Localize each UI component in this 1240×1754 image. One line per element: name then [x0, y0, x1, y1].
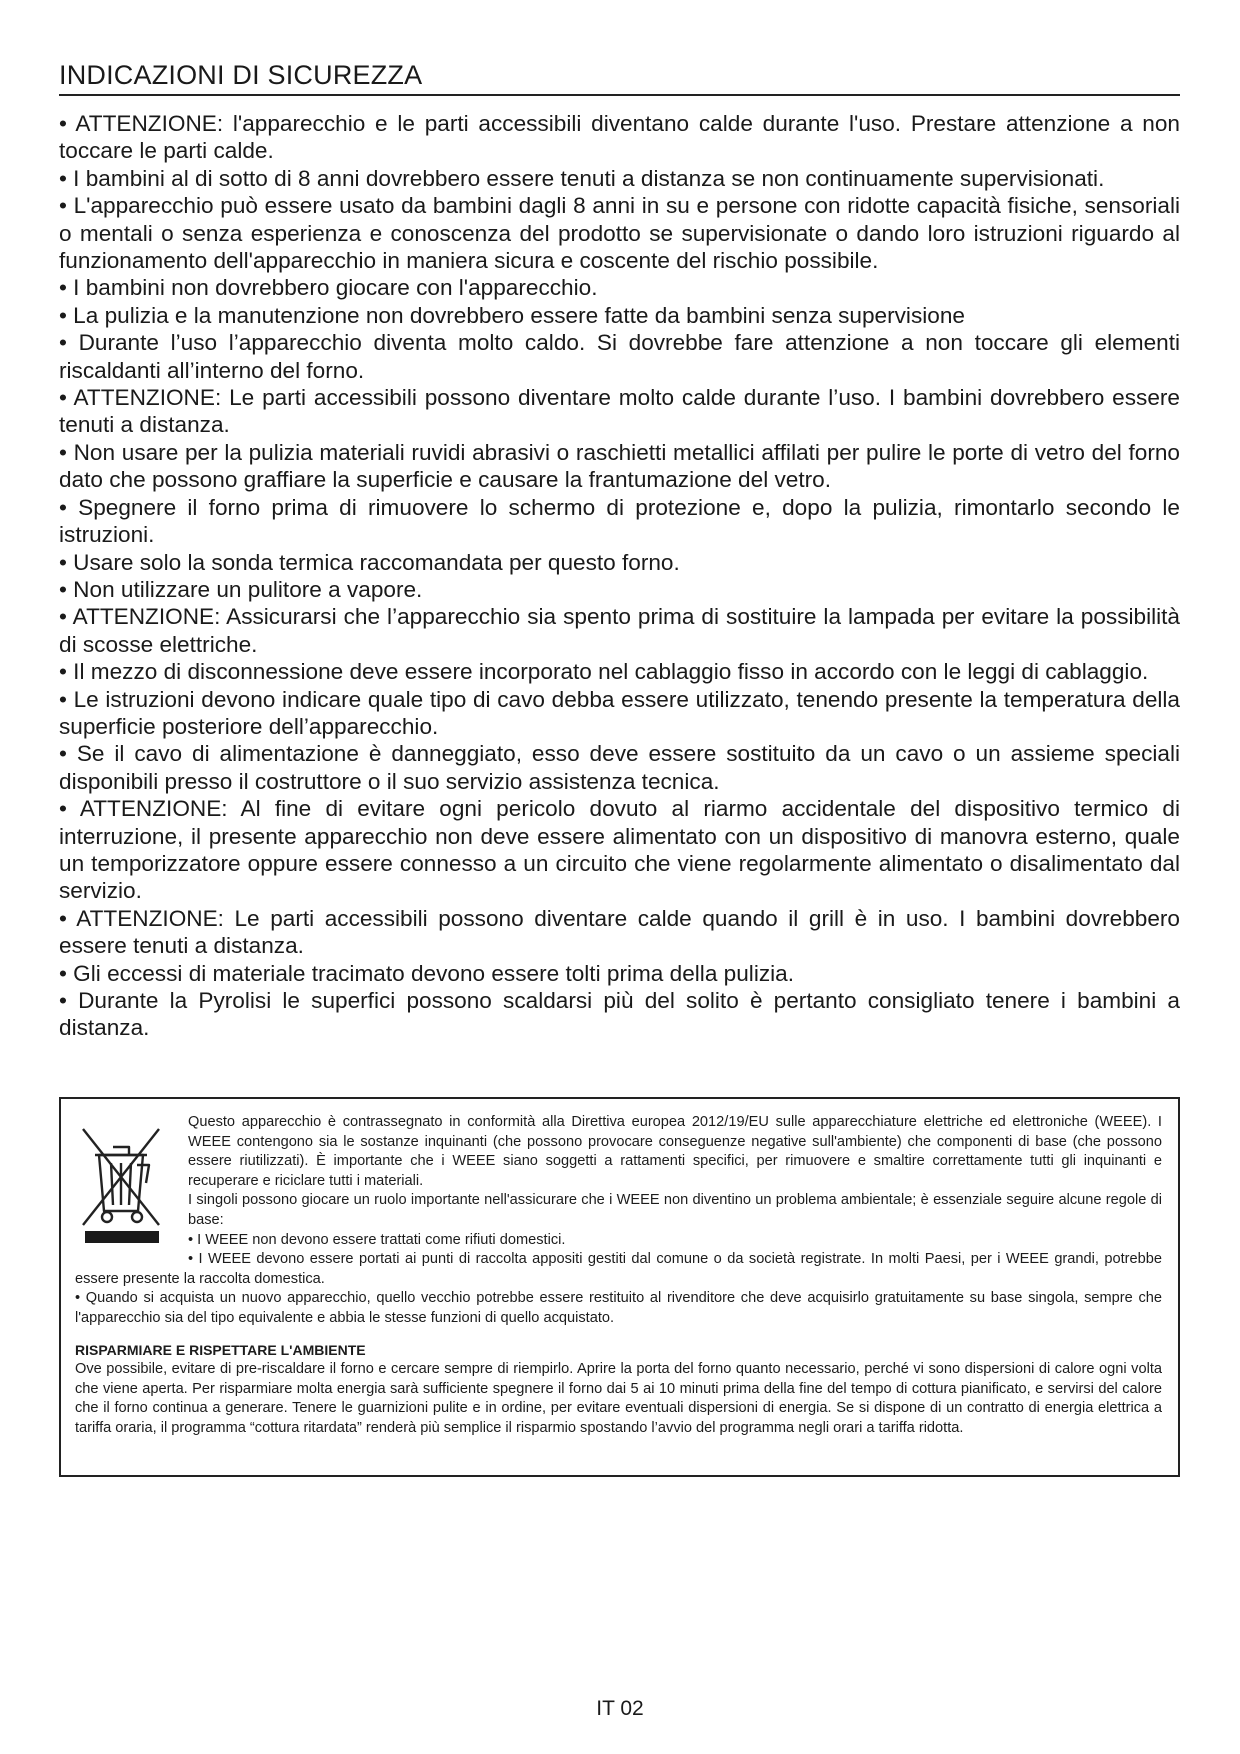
safety-item: • I bambini al di sotto di 8 anni dovrebbero essere tenuti a distanza se non continuamente supervisionati.: [59, 165, 1105, 191]
safety-item: • Durante l’uso l’apparecchio diventa molto caldo. Si dovrebbe fare attenzione a non toccare gli elementi riscaldanti all’interno del forno.: [59, 330, 1180, 383]
page-title: INDICAZIONI DI SICUREZZA: [59, 58, 1180, 96]
safety-item: • ATTENZIONE: l'apparecchio e le parti accessibili diventano calde durante l'uso. Prestare attenzione a non toccare le parti calde.: [59, 111, 1180, 164]
safety-item: • Le istruzioni devono indicare quale tipo di cavo debba essere utilizzato, tenendo presente la temperatura della superficie posteriore dell’apparecchio.: [59, 686, 1180, 739]
weee-bullet: • Quando si acquista un nuovo apparecchio, quello vecchio potrebbe essere restituito al rivenditore che deve acquisirlo gratuitamente su base singola, sempre che l'apparecchio sia del tipo equivalente e abbia le stesse funzioni di quello acquistato.: [75, 1290, 1162, 1326]
weee-bullet: • I WEEE non devono essere trattati come rifiuti domestici.: [188, 1231, 566, 1248]
environment-heading: RISPARMIARE E RISPETTARE L'AMBIENTE: [75, 1341, 366, 1358]
safety-item: • Spegnere il forno prima di rimuovere lo schermo di protezione e, dopo la pulizia, rimontarlo secondo le istruzioni.: [59, 494, 1180, 548]
safety-item: • Durante la Pyrolisi le superfici possono scaldarsi più del solito è pertanto consigliato tenere i bambini a distanza.: [59, 988, 1180, 1041]
safety-item: • ATTENZIONE: Le parti accessibili possono diventare calde quando il grill è in uso. I bambini dovrebbero essere tenuti a distanza.: [59, 905, 1180, 959]
environment-text: Ove possibile, evitare di pre-riscaldare il forno e cercare sempre di riempirlo. Aprire la porta del forno quanto necessario, perché vi sono dispersioni di calore ogni volta che viene aperta. Per risparmiare molta energia sarà sufficiente spegnere il forno dai 5 ai 10 minuti prima della fine del tempo di cottura pianificato, e servirsi del calore che il forno continua a generare. Tenere le guarnizioni pulite e in ordine, per evitare eventuali dispersioni di energia. Se si dispone di un contratto di energia elettrica a tariffa oraria, il programma “cottura ritardata” renderà più semplice il risparmio spostando l’avvio del programma negli orari a tariffa ridotta.: [75, 1361, 1162, 1436]
safety-list: [59, 110, 1180, 1042]
safety-item: • ATTENZIONE: Le parti accessibili possono diventare molto calde durante l’uso. I bambini dovrebbero essere tenuti a distanza.: [59, 385, 1180, 438]
weee-bullet: • I WEEE devono essere portati ai punti di raccolta appositi gestiti dal comune o da società registrate. In molti Paesi, per i WEEE grandi, potrebbe essere presente la raccolta domestica.: [75, 1251, 1162, 1287]
safety-item: • Gli eccessi di materiale tracimato devono essere tolti prima della pulizia.: [59, 960, 794, 986]
weee-intro: Questo apparecchio è contrassegnato in conformità alla Direttiva europea 2012/19/EU sulle apparecchiature elettriche ed elettroniche (WEEE). I WEEE contengono sia le sostanze inquinanti (che possono provocare conseguenze negative sull'ambiente) che componenti di base (che possono essere riutilizzati). È importante che i WEEE siano soggetti a rattamenti specifici, per rimuovere e smaltire correttamente tutti gli inquinanti e recuperare e riciclare tutti i materiali.: [188, 1114, 1162, 1189]
safety-item: • ATTENZIONE: Al fine di evitare ogni pericolo dovuto al riarmo accidentale del dispositivo termico di interruzione, il presente apparecchio non deve essere alimentato con un dispositivo di manovra esterno, quale un temporizzatore oppure essere connesso a un circuito che viene regolarmente alimentato o disalimentato dal servizio.: [59, 796, 1180, 904]
safety-item: • Non utilizzare un pulitore a vapore.: [59, 576, 423, 602]
safety-item: • La pulizia e la manutenzione non dovrebbero essere fatte da bambini senza supervisione: [59, 302, 965, 328]
weee-info-box: [59, 1097, 1180, 1477]
safety-item: • Usare solo la sonda termica raccomandata per questo forno.: [59, 549, 680, 575]
safety-item: • ATTENZIONE: Assicurarsi che l’apparecchio sia spento prima di sostituire la lampada per evitare la possibilità di scosse elettriche.: [59, 604, 1180, 657]
page-number: IT 02: [596, 1697, 644, 1720]
safety-item: • Se il cavo di alimentazione è danneggiato, esso deve essere sostituito da un cavo o un assieme speciali disponibili presso il costruttore o il suo servizio assistenza tecnica.: [59, 741, 1180, 794]
safety-item: • Il mezzo di disconnessione deve essere incorporato nel cablaggio fisso in accordo con le leggi di cablaggio.: [59, 659, 1149, 685]
safety-item: • Non usare per la pulizia materiali ruvidi abrasivi o raschietti metallici affilati per pulire le porte di vetro del forno dato che possono graffiare la superficie e causare la frantumazione del vetro.: [59, 439, 1180, 493]
weee-role: I singoli possono giocare un ruolo importante nell'assicurare che i WEEE non diventino un problema ambientale; è essenziale seguire alcune regole di base:: [188, 1192, 1162, 1228]
safety-item: • L'apparecchio può essere usato da bambini dagli 8 anni in su e persone con ridotte capacità fisiche, sensoriali o mentali o senza esperienza e conoscenza del prodotto se supervisionate o dando loro istruzioni riguardo al funzionamento dell'apparecchio in maniera sicura e coscente del rischio possibile.: [59, 193, 1180, 274]
safety-item: • I bambini non dovrebbero giocare con l'apparecchio.: [59, 275, 598, 301]
